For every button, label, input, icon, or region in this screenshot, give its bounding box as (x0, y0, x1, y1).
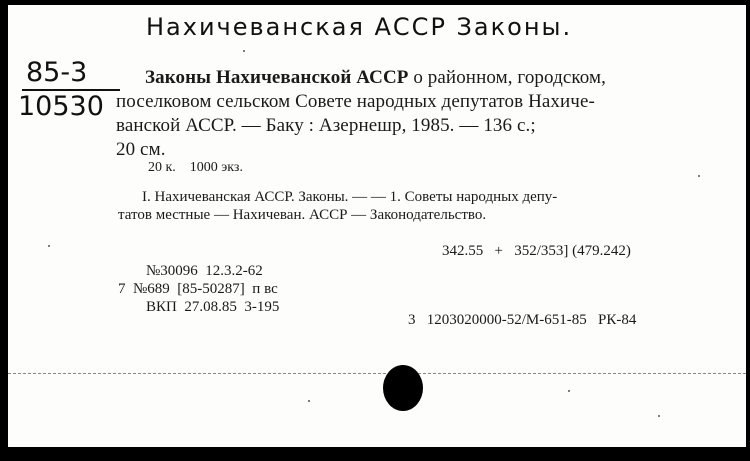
title-bold: Законы Нахичеванской АССР (145, 67, 409, 88)
title-rest: о районном, городском, (408, 67, 606, 88)
handwritten-heading: Нахичеванская АССР Законы. (146, 13, 573, 41)
card-fold-line (8, 373, 746, 374)
title-line-2: поселковом сельском Совете народных депутатов Нахиче- (116, 91, 595, 112)
speck (658, 415, 660, 417)
catalog-card (8, 5, 746, 447)
registration-line-1: №30096 12.3.2-62 (146, 263, 263, 279)
speck (568, 390, 570, 392)
registration-line-2: 7 №689 [85-50287] п вс (118, 281, 278, 297)
title-line-1 (145, 67, 606, 89)
call-number-top: 85-3 (26, 57, 88, 88)
subject-line-2: татов местные — Нахичеван. АССР — Законодательство. (118, 207, 487, 223)
registration-line-3: ВКП 27.08.85 3-195 (146, 299, 280, 315)
title-line-4: 20 см. (116, 139, 166, 160)
catalog-code-line: 3 1203020000-52/М-651-85 РК-84 (408, 312, 637, 328)
speck (243, 50, 245, 52)
speck (308, 400, 310, 402)
punch-hole (383, 365, 423, 411)
classification-index: 342.55 + 352/353] (479.242) (442, 243, 631, 259)
call-number-bottom: 10530 (18, 91, 104, 122)
speck (48, 245, 50, 247)
speck (698, 175, 700, 177)
title-line-3: ванской АССР. — Баку : Азернешр, 1985. — 136 с.; (116, 115, 536, 136)
price-line: 20 к. 1000 экз. (148, 160, 243, 175)
subject-line-1: I. Нахичеванская АССР. Законы. — — 1. Советы народных депу- (142, 189, 558, 205)
